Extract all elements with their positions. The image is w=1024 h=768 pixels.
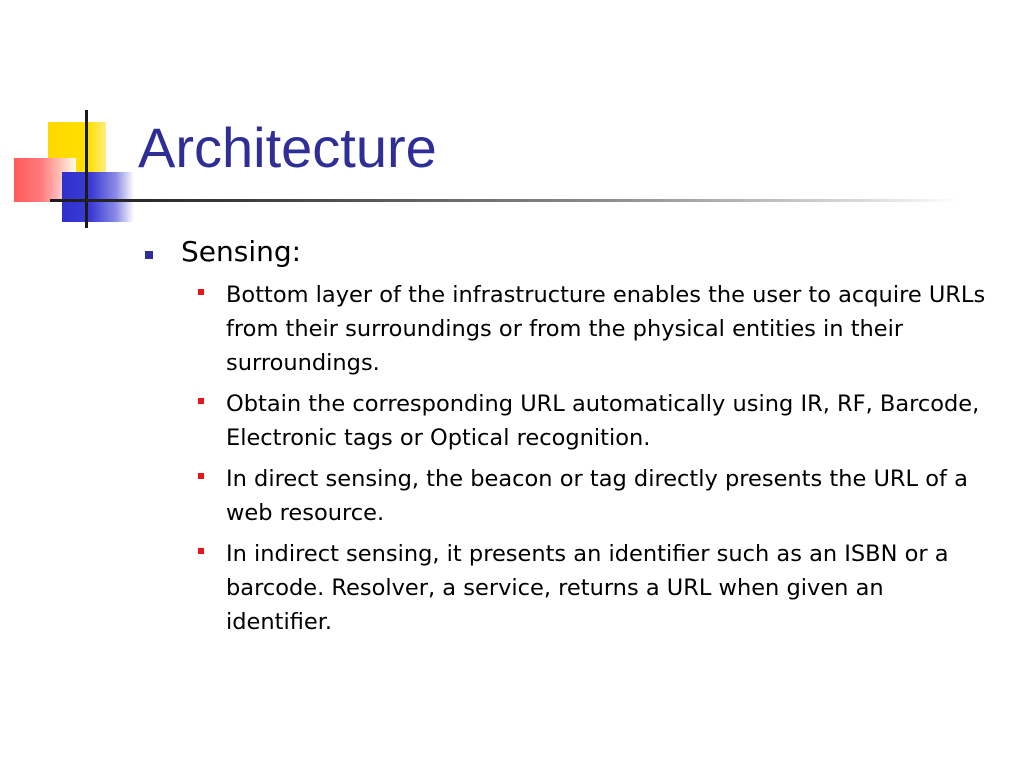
square-bullet-icon (198, 289, 204, 295)
slide-title: Architecture (138, 116, 437, 179)
square-bullet-icon (198, 548, 204, 554)
sub-bullet-item (198, 278, 1000, 380)
sub-bullet-item (198, 462, 1000, 530)
square-bullet-icon (198, 473, 204, 479)
title-underline-rule (50, 199, 960, 202)
sub-bullet-item (198, 387, 1000, 455)
sub-bullet-text: In direct sensing, the beacon or tag directly presents the URL of a web resource. (226, 466, 968, 527)
decorative-vertical-line (85, 110, 88, 228)
sub-bullet-text: Obtain the corresponding URL automatically using IR, RF, Barcode, Electronic tags or Optical recognition. (226, 391, 980, 452)
sub-bullet-text: Bottom layer of the infrastructure enables the user to acquire URLs from their surroundings or from the physical entities in their surroundings. (226, 282, 986, 377)
square-bullet-icon (145, 251, 153, 259)
decorative-blue-block (62, 172, 134, 222)
square-bullet-icon (198, 398, 204, 404)
sub-bullet-text: In indirect sensing, it presents an identifier such as an ISBN or a barcode. Resolver, a service, returns a URL when given an identifier. (226, 541, 949, 636)
bullet-item (140, 234, 1000, 270)
sub-bullet-list (140, 278, 1000, 639)
sub-bullet-item (198, 537, 1000, 639)
bullet-heading: Sensing: (181, 235, 302, 268)
slide-body (140, 234, 1000, 646)
